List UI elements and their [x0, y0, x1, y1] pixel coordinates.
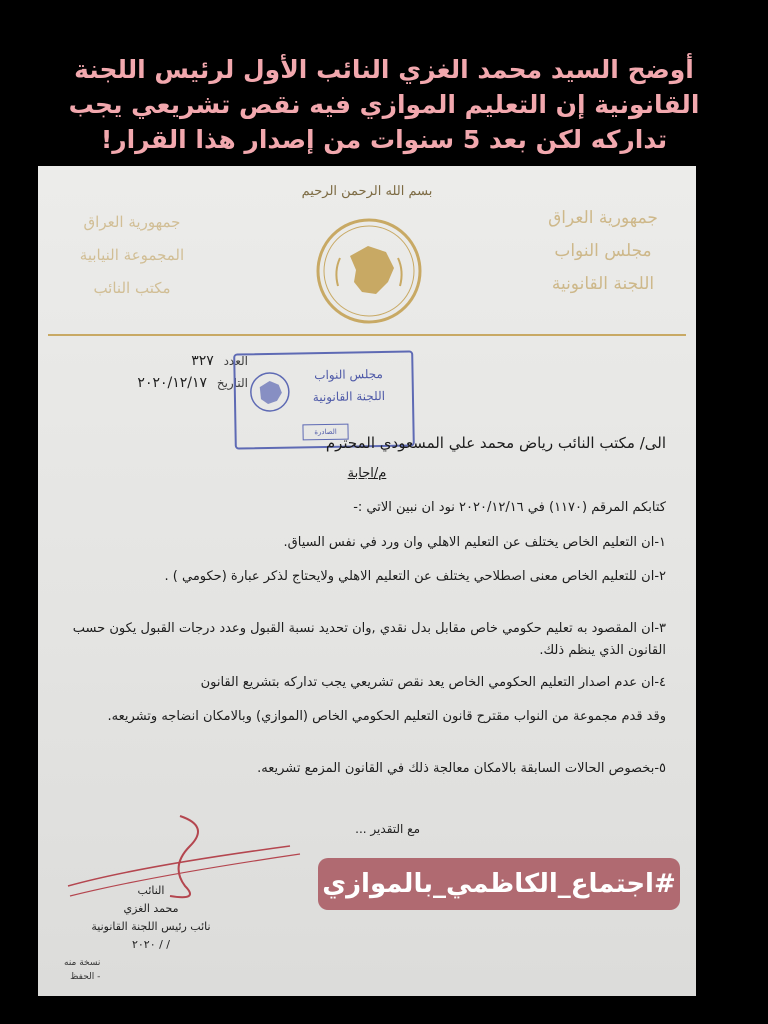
stamp-title: مجلس النواب — [314, 366, 384, 383]
letter-item: وقد قدم مجموعة من النواب مقترح قانون التعليم الحكومي الخاص (الموازي) وبالامكان انضاجه وتشريعه. — [107, 709, 666, 724]
headline-caption — [40, 52, 728, 157]
letter-intro: كتابكم المرقم (١١٧٠) في ٢٠٢٠/١٢/١٦ نود ان نبين الاتي :- — [353, 500, 666, 515]
signature-date: / / ٢٠٢٠ — [131, 938, 171, 951]
signatory-name: محمد الغزي — [123, 902, 179, 915]
headline-line-2: القانونية إن التعليم الموازي فيه نقص تشريعي يجب — [68, 90, 700, 119]
basmala: بسم الله الرحمن الرحيم — [301, 184, 433, 199]
parliament-emblem-icon — [310, 216, 428, 326]
iraq-map-icon — [245, 371, 294, 414]
letter-item: ٣-ان المقصود به تعليم حكومي خاص مقابل بدل نقدي ,وان تحديد نسبة القبول وعدد درجات القبول يكون حسب القانون الذي ينظم ذلك. — [72, 621, 666, 658]
copy-line: - الحفظ — [70, 972, 101, 982]
letter-item: ٤-ان عدم اصدار التعليم الحكومي الخاص يعد نقص تشريعي يجب تداركه بتشريع القانون — [200, 675, 666, 690]
letterhead-left-line: جمهورية العراق — [83, 213, 181, 231]
stamp-foot: الصادرة — [302, 424, 348, 441]
letterhead-right-line: جمهورية العراق — [548, 208, 658, 228]
reference-date-value: ٢٠٢٠/١٢/١٧ — [137, 375, 208, 391]
letterhead-left-line: المجموعة النيابية — [79, 246, 185, 264]
letterhead-left — [52, 206, 212, 305]
copy-line: نسخة منه — [64, 958, 101, 968]
letter-item: ١-ان التعليم الخاص يختلف عن التعليم الاهلي وان ورد في نفس السياق. — [283, 535, 666, 550]
signatory-title: نائب رئيس اللجنة القانونية — [91, 920, 211, 933]
copy-to-note — [64, 956, 100, 984]
reference-number-value: ٣٢٧ — [191, 353, 214, 369]
subject-line: م/اجابة — [347, 466, 387, 481]
letterhead-right-line: اللجنة القانونية — [551, 274, 655, 294]
reference-number-label: العدد — [223, 354, 248, 368]
letterhead-right-line: مجلس النواب — [554, 241, 652, 261]
letterhead-right — [528, 202, 678, 301]
letter-item: ٢-ان للتعليم الخاص معنى اصطلاحي يختلف عن التعليم الاهلي ولايحتاج لذكر عبارة (حكومي ) . — [164, 569, 666, 584]
addressee-line: الى/ مكتب النائب رياض محمد علي المسعودي المحترم — [325, 434, 666, 452]
hashtag-banner: #اجتماع_الكاظمي_بالموازي — [318, 858, 680, 910]
letter-item: ٥-بخصوص الحالات السابقة بالامكان معالجة ذلك في القانون المزمع تشريعه. — [257, 761, 666, 776]
closing-phrase: مع التقدير ... — [355, 822, 420, 836]
reference-block — [68, 350, 248, 394]
reference-date-label: التاريخ — [216, 376, 248, 390]
headline-line-1: أوضح السيد محمد الغزي النائب الأول لرئيس اللجنة — [74, 55, 694, 84]
reference-date — [68, 372, 248, 394]
signature-block — [76, 882, 226, 954]
stamp-subtitle: اللجنة القانونية — [312, 388, 386, 405]
signatory-role: النائب — [137, 884, 165, 897]
letterhead-divider — [48, 334, 686, 336]
reference-number — [68, 350, 248, 372]
letterhead-left-line: مكتب النائب — [93, 279, 171, 297]
headline-line-3: تداركه لكن بعد 5 سنوات من إصدار هذا القرار! — [100, 125, 668, 154]
